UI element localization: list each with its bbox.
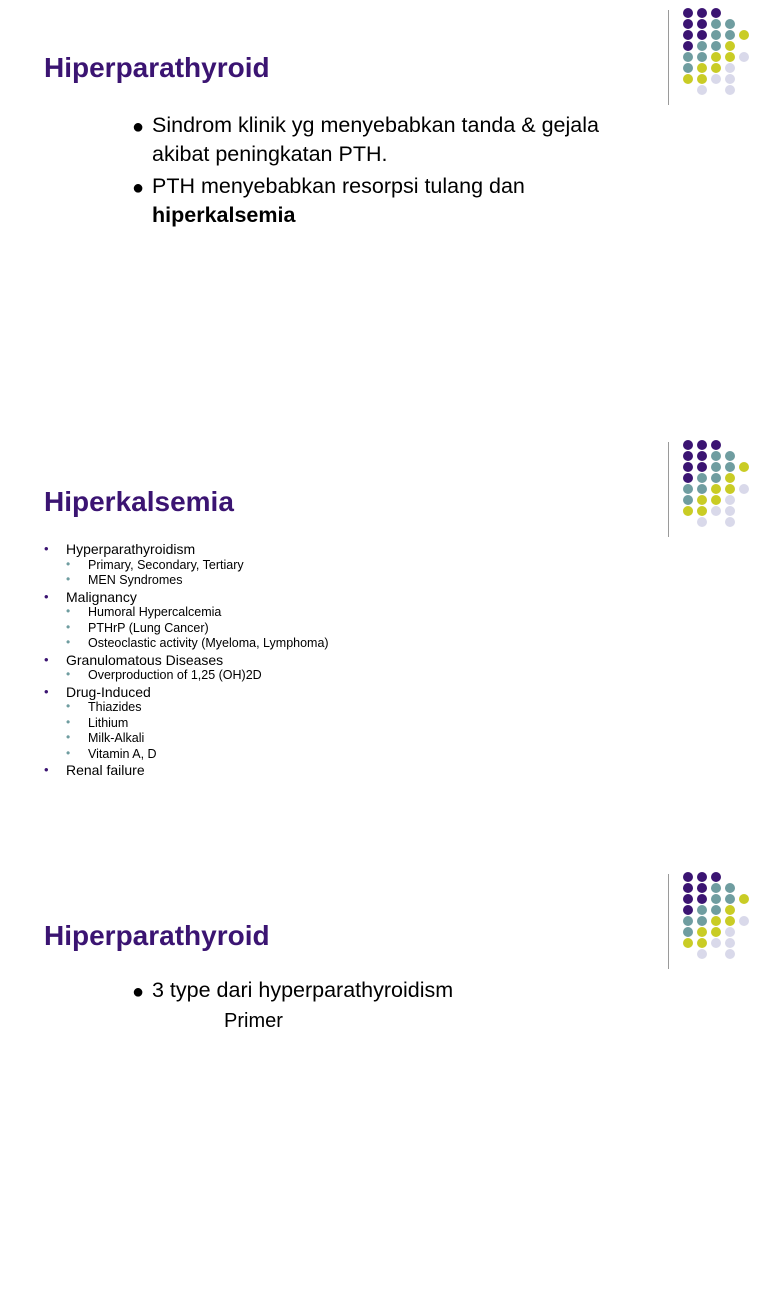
decorative-dot bbox=[711, 506, 721, 516]
bullet-icon: ● bbox=[132, 981, 145, 1003]
sub-list-item bbox=[66, 605, 329, 621]
decorative-dot bbox=[683, 916, 693, 926]
decorative-dot bbox=[683, 938, 693, 948]
decorative-dot bbox=[739, 30, 749, 40]
list-item-label: Granulomatous Diseases bbox=[66, 651, 224, 668]
decorative-dot bbox=[711, 872, 721, 882]
decorative-dot bbox=[725, 916, 735, 926]
decorative-dot bbox=[697, 30, 707, 40]
decorative-dot bbox=[711, 905, 721, 915]
sub-bullet-icon: • bbox=[66, 572, 71, 586]
list-item-label: Renal failure bbox=[66, 762, 145, 778]
decorative-dot bbox=[739, 52, 749, 62]
bullet-icon: • bbox=[44, 651, 49, 667]
bold-term: hiperkalsemia bbox=[152, 203, 296, 227]
cause-list bbox=[44, 541, 329, 779]
sub-list-item-label: Lithium bbox=[88, 715, 129, 730]
decorative-dot bbox=[725, 30, 735, 40]
list-item bbox=[44, 589, 329, 652]
bullet-icon: ● bbox=[132, 177, 145, 199]
decorative-dot bbox=[683, 74, 693, 84]
decorative-dot bbox=[739, 462, 749, 472]
sub-bullet-icon: • bbox=[66, 699, 71, 713]
decorative-dot bbox=[697, 883, 707, 893]
sub-list-item-label: Vitamin A, D bbox=[88, 746, 157, 761]
bullet-text: Sindrom klinik yg menyebabkan tanda & gejala akibat peningkatan PTH. bbox=[152, 113, 599, 166]
decorative-dot bbox=[683, 894, 693, 904]
decorative-dot bbox=[711, 927, 721, 937]
sub-list-item bbox=[66, 558, 329, 574]
decorative-dot bbox=[683, 41, 693, 51]
decorative-dot bbox=[725, 462, 735, 472]
decorative-dot bbox=[697, 63, 707, 73]
list-item bbox=[44, 652, 329, 684]
decorative-dot bbox=[711, 938, 721, 948]
decorative-dot bbox=[683, 484, 693, 494]
list-item-label: Drug-Induced bbox=[66, 683, 151, 700]
bullet-item bbox=[130, 111, 600, 169]
decorative-dot bbox=[725, 905, 735, 915]
sub-list bbox=[66, 700, 329, 762]
decorative-dot bbox=[697, 74, 707, 84]
decorative-dot bbox=[697, 484, 707, 494]
sub-list-item-label: Primary, Secondary, Tertiary bbox=[88, 557, 244, 572]
decorative-dot bbox=[697, 916, 707, 926]
sub-list bbox=[66, 605, 329, 652]
sub-bullet-icon: • bbox=[66, 604, 71, 618]
bullet-text: 3 type dari hyperparathyroidism bbox=[152, 978, 454, 1002]
decorative-dot bbox=[739, 484, 749, 494]
decorative-dot bbox=[683, 52, 693, 62]
decorative-dot bbox=[711, 41, 721, 51]
bullet-list bbox=[130, 976, 600, 1008]
decorative-dot bbox=[697, 8, 707, 18]
sub-list bbox=[66, 668, 329, 684]
decorative-dot bbox=[725, 927, 735, 937]
decorative-dot bbox=[711, 30, 721, 40]
dot-pattern-decoration bbox=[683, 872, 763, 962]
decorative-dot bbox=[697, 451, 707, 461]
decorative-dot bbox=[725, 938, 735, 948]
decorative-dot bbox=[711, 462, 721, 472]
decorative-dot bbox=[697, 894, 707, 904]
decorative-dot bbox=[683, 440, 693, 450]
bullet-text: PTH menyebabkan resorpsi tulang dan bbox=[152, 174, 525, 198]
sub-bullet-icon: • bbox=[66, 556, 71, 571]
sub-list-item bbox=[66, 731, 329, 747]
slide-2 bbox=[0, 432, 768, 864]
sub-list-item bbox=[66, 573, 329, 589]
divider-line bbox=[668, 874, 669, 969]
decorative-dot bbox=[725, 495, 735, 505]
decorative-dot bbox=[697, 905, 707, 915]
decorative-dot bbox=[711, 74, 721, 84]
decorative-dot bbox=[725, 883, 735, 893]
decorative-dot bbox=[725, 63, 735, 73]
decorative-dot bbox=[683, 30, 693, 40]
decorative-dot bbox=[725, 451, 735, 461]
divider-line bbox=[668, 442, 669, 537]
bullet-icon: ● bbox=[132, 116, 145, 138]
decorative-dot bbox=[683, 927, 693, 937]
decorative-dot bbox=[711, 894, 721, 904]
dot-pattern-decoration bbox=[683, 8, 763, 98]
decorative-dot bbox=[697, 495, 707, 505]
list-item bbox=[44, 541, 329, 589]
decorative-dot bbox=[711, 916, 721, 926]
decorative-dot bbox=[697, 41, 707, 51]
decorative-dot bbox=[725, 74, 735, 84]
slide-title: Hiperparathyroid bbox=[44, 920, 270, 951]
bullet-item bbox=[130, 976, 600, 1005]
decorative-dot bbox=[697, 473, 707, 483]
decorative-dot bbox=[683, 506, 693, 516]
sub-list-item-label: Milk-Alkali bbox=[88, 731, 145, 745]
decorative-dot bbox=[683, 495, 693, 505]
decorative-dot bbox=[697, 506, 707, 516]
decorative-dot bbox=[683, 473, 693, 483]
sub-list-item bbox=[66, 747, 329, 763]
bullet-icon: • bbox=[44, 541, 49, 556]
decorative-dot bbox=[725, 19, 735, 29]
list-item-label: Hyperparathyroidism bbox=[66, 541, 196, 557]
divider-line bbox=[668, 10, 669, 105]
decorative-dot bbox=[725, 473, 735, 483]
sub-list-item bbox=[66, 668, 329, 684]
sub-list-item-label: PTHrP (Lung Cancer) bbox=[88, 620, 209, 635]
decorative-dot bbox=[683, 8, 693, 18]
decorative-dot bbox=[683, 451, 693, 461]
decorative-dot bbox=[697, 938, 707, 948]
decorative-dot bbox=[697, 85, 707, 95]
decorative-dot bbox=[739, 916, 749, 926]
sub-list-item bbox=[66, 621, 329, 637]
bullet-list bbox=[130, 111, 600, 233]
decorative-dot bbox=[725, 506, 735, 516]
decorative-dot bbox=[725, 52, 735, 62]
decorative-dot bbox=[711, 52, 721, 62]
decorative-dot bbox=[725, 484, 735, 494]
slide-title: Hiperparathyroid bbox=[44, 52, 270, 83]
bullet-item bbox=[130, 172, 600, 230]
sub-bullet-icon: • bbox=[66, 667, 71, 681]
decorative-dot bbox=[697, 440, 707, 450]
decorative-dot bbox=[697, 462, 707, 472]
decorative-dot bbox=[697, 517, 707, 527]
decorative-dot bbox=[683, 19, 693, 29]
decorative-dot bbox=[711, 8, 721, 18]
decorative-dot bbox=[683, 462, 693, 472]
decorative-dot bbox=[697, 872, 707, 882]
sub-list bbox=[66, 558, 329, 589]
decorative-dot bbox=[711, 440, 721, 450]
list-item-label: Malignancy bbox=[66, 588, 137, 605]
decorative-dot bbox=[683, 63, 693, 73]
sub-list-item-label: Humoral Hypercalcemia bbox=[88, 605, 222, 619]
bullet-icon: • bbox=[44, 588, 49, 604]
decorative-dot bbox=[711, 451, 721, 461]
sub-bullet-icon: • bbox=[66, 730, 71, 744]
slide-title: Hiperkalsemia bbox=[44, 486, 234, 517]
sub-bullet-icon: • bbox=[66, 619, 71, 634]
decorative-dot bbox=[697, 927, 707, 937]
bullet-icon: • bbox=[44, 762, 49, 777]
decorative-dot bbox=[697, 52, 707, 62]
list-item bbox=[44, 762, 329, 779]
sub-list-item bbox=[66, 716, 329, 732]
decorative-dot bbox=[711, 495, 721, 505]
decorative-dot bbox=[739, 894, 749, 904]
decorative-dot bbox=[711, 19, 721, 29]
sub-list-item bbox=[66, 636, 329, 652]
sub-list-item-label: MEN Syndromes bbox=[88, 573, 183, 587]
bullet-icon: • bbox=[44, 683, 49, 699]
sub-list-item-label: Thiazides bbox=[88, 700, 142, 714]
decorative-dot bbox=[697, 949, 707, 959]
sub-bullet-icon: • bbox=[66, 745, 71, 760]
sub-bullet-icon: • bbox=[66, 635, 71, 649]
decorative-dot bbox=[683, 905, 693, 915]
decorative-dot bbox=[725, 85, 735, 95]
decorative-dot bbox=[711, 473, 721, 483]
decorative-dot bbox=[683, 883, 693, 893]
slide-3 bbox=[0, 864, 768, 1296]
decorative-dot bbox=[711, 484, 721, 494]
sub-list-item bbox=[66, 700, 329, 716]
decorative-dot bbox=[711, 63, 721, 73]
sub-list-item-label: Osteoclastic activity (Myeloma, Lymphoma) bbox=[88, 636, 329, 650]
list-item bbox=[44, 684, 329, 763]
decorative-dot bbox=[725, 517, 735, 527]
decorative-dot bbox=[683, 872, 693, 882]
slide-1 bbox=[0, 0, 768, 432]
decorative-dot bbox=[711, 883, 721, 893]
decorative-dot bbox=[725, 949, 735, 959]
dot-pattern-decoration bbox=[683, 440, 763, 530]
decorative-dot bbox=[725, 894, 735, 904]
decorative-dot bbox=[697, 19, 707, 29]
decorative-dot bbox=[725, 41, 735, 51]
sub-list-item-label: Overproduction of 1,25 (OH)2D bbox=[88, 668, 262, 682]
sub-bullet-icon: • bbox=[66, 714, 71, 729]
sub-item-text: Primer bbox=[224, 1010, 283, 1032]
